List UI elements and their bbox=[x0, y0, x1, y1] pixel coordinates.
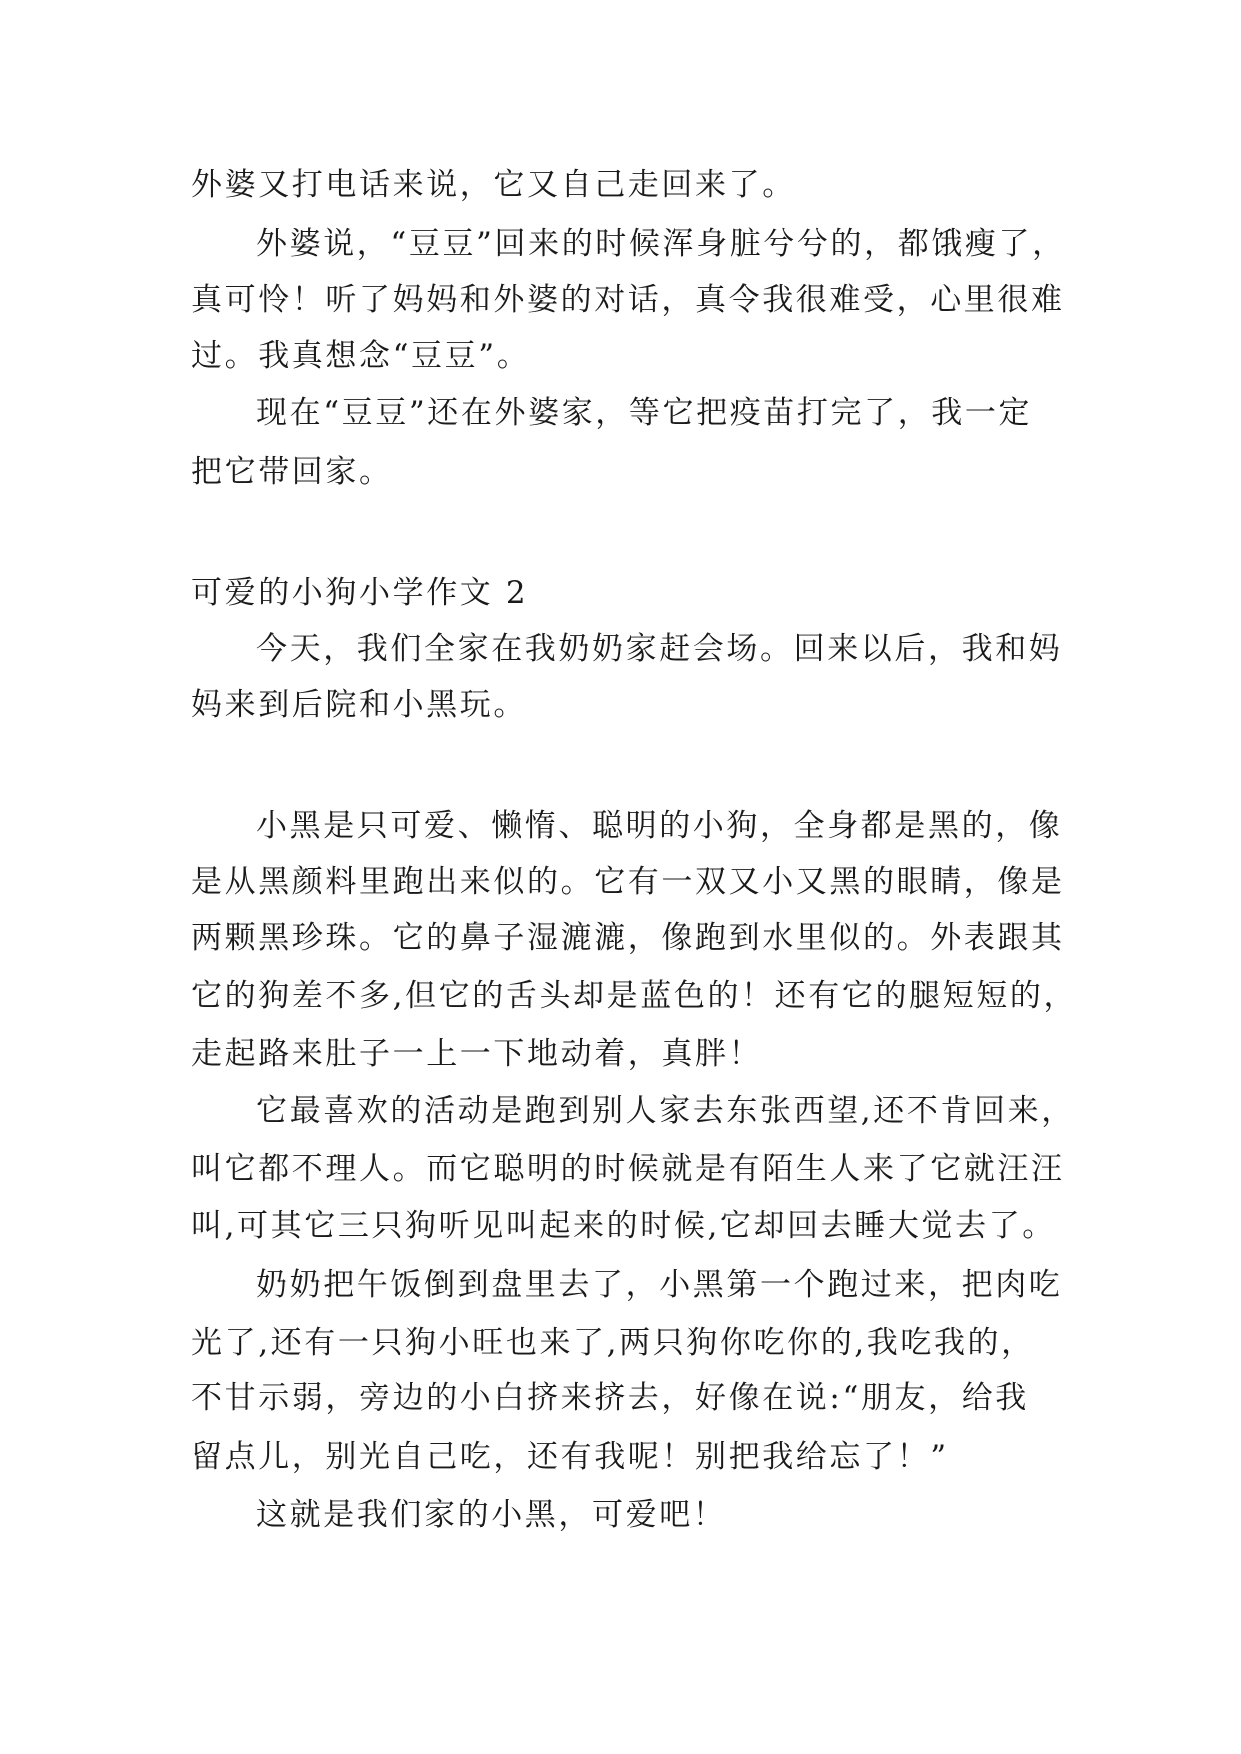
paragraph-line: 现在“豆豆”还在外婆家，等它把疫苗打完了，我一定 bbox=[256, 395, 1033, 431]
paragraph-line: 真可怜！听了妈妈和外婆的对话，真令我很难受，心里很难 bbox=[191, 282, 1065, 318]
paragraph-line: 外婆又打电话来说，它又自己走回来了。 bbox=[191, 167, 796, 203]
paragraph-line: 它最喜欢的活动是跑到别人家去东张西望,还不肯回来， bbox=[256, 1093, 1075, 1129]
paragraph-line: 叫,可其它三只狗听见叫起来的时候,它却回去睡大觉去了。 bbox=[191, 1208, 1056, 1244]
paragraph-line: 光了,还有一只狗小旺也来了,两只狗你吃你的,我吃我的， bbox=[191, 1325, 1035, 1361]
paragraph-line: 是从黑颜料里跑出来似的。它有一双又小又黑的眼睛，像是 bbox=[191, 864, 1065, 900]
paragraph-line: 妈来到后院和小黑玩。 bbox=[191, 687, 527, 723]
paragraph-line: 过。我真想念“豆豆”。 bbox=[191, 338, 531, 374]
paragraph-line: 这就是我们家的小黑，可爱吧！ bbox=[256, 1497, 727, 1533]
paragraph-line: 外婆说，“豆豆”回来的时候浑身脏兮兮的，都饿瘦了， bbox=[256, 226, 1066, 262]
paragraph-line: 今天，我们全家在我奶奶家赶会场。回来以后，我和妈 bbox=[256, 631, 1063, 667]
paragraph-line: 它的狗差不多,但它的舌头却是蓝色的！还有它的腿短短的， bbox=[191, 978, 1078, 1014]
paragraph-line: 叫它都不理人。而它聪明的时候就是有陌生人来了它就汪汪 bbox=[191, 1151, 1065, 1187]
paragraph-line: 两颗黑珍珠。它的鼻子湿漉漉，像跑到水里似的。外表跟其 bbox=[191, 920, 1065, 956]
paragraph-line: 奶奶把午饭倒到盘里去了，小黑第一个跑过来，把肉吃 bbox=[256, 1267, 1063, 1303]
section-heading: 可爱的小狗小学作文 2 bbox=[191, 575, 529, 611]
paragraph-line: 不甘示弱，旁边的小白挤来挤去，好像在说:“朋友，给我 bbox=[191, 1380, 1029, 1416]
paragraph-line: 留点儿，别光自己吃，还有我呢！别把我给忘了！” bbox=[191, 1439, 949, 1475]
paragraph-line: 把它带回家。 bbox=[191, 454, 393, 490]
paragraph-line: 走起路来肚子一上一下地动着，真胖！ bbox=[191, 1036, 763, 1072]
paragraph-line: 小黑是只可爱、懒惰、聪明的小狗，全身都是黑的，像 bbox=[256, 808, 1063, 844]
